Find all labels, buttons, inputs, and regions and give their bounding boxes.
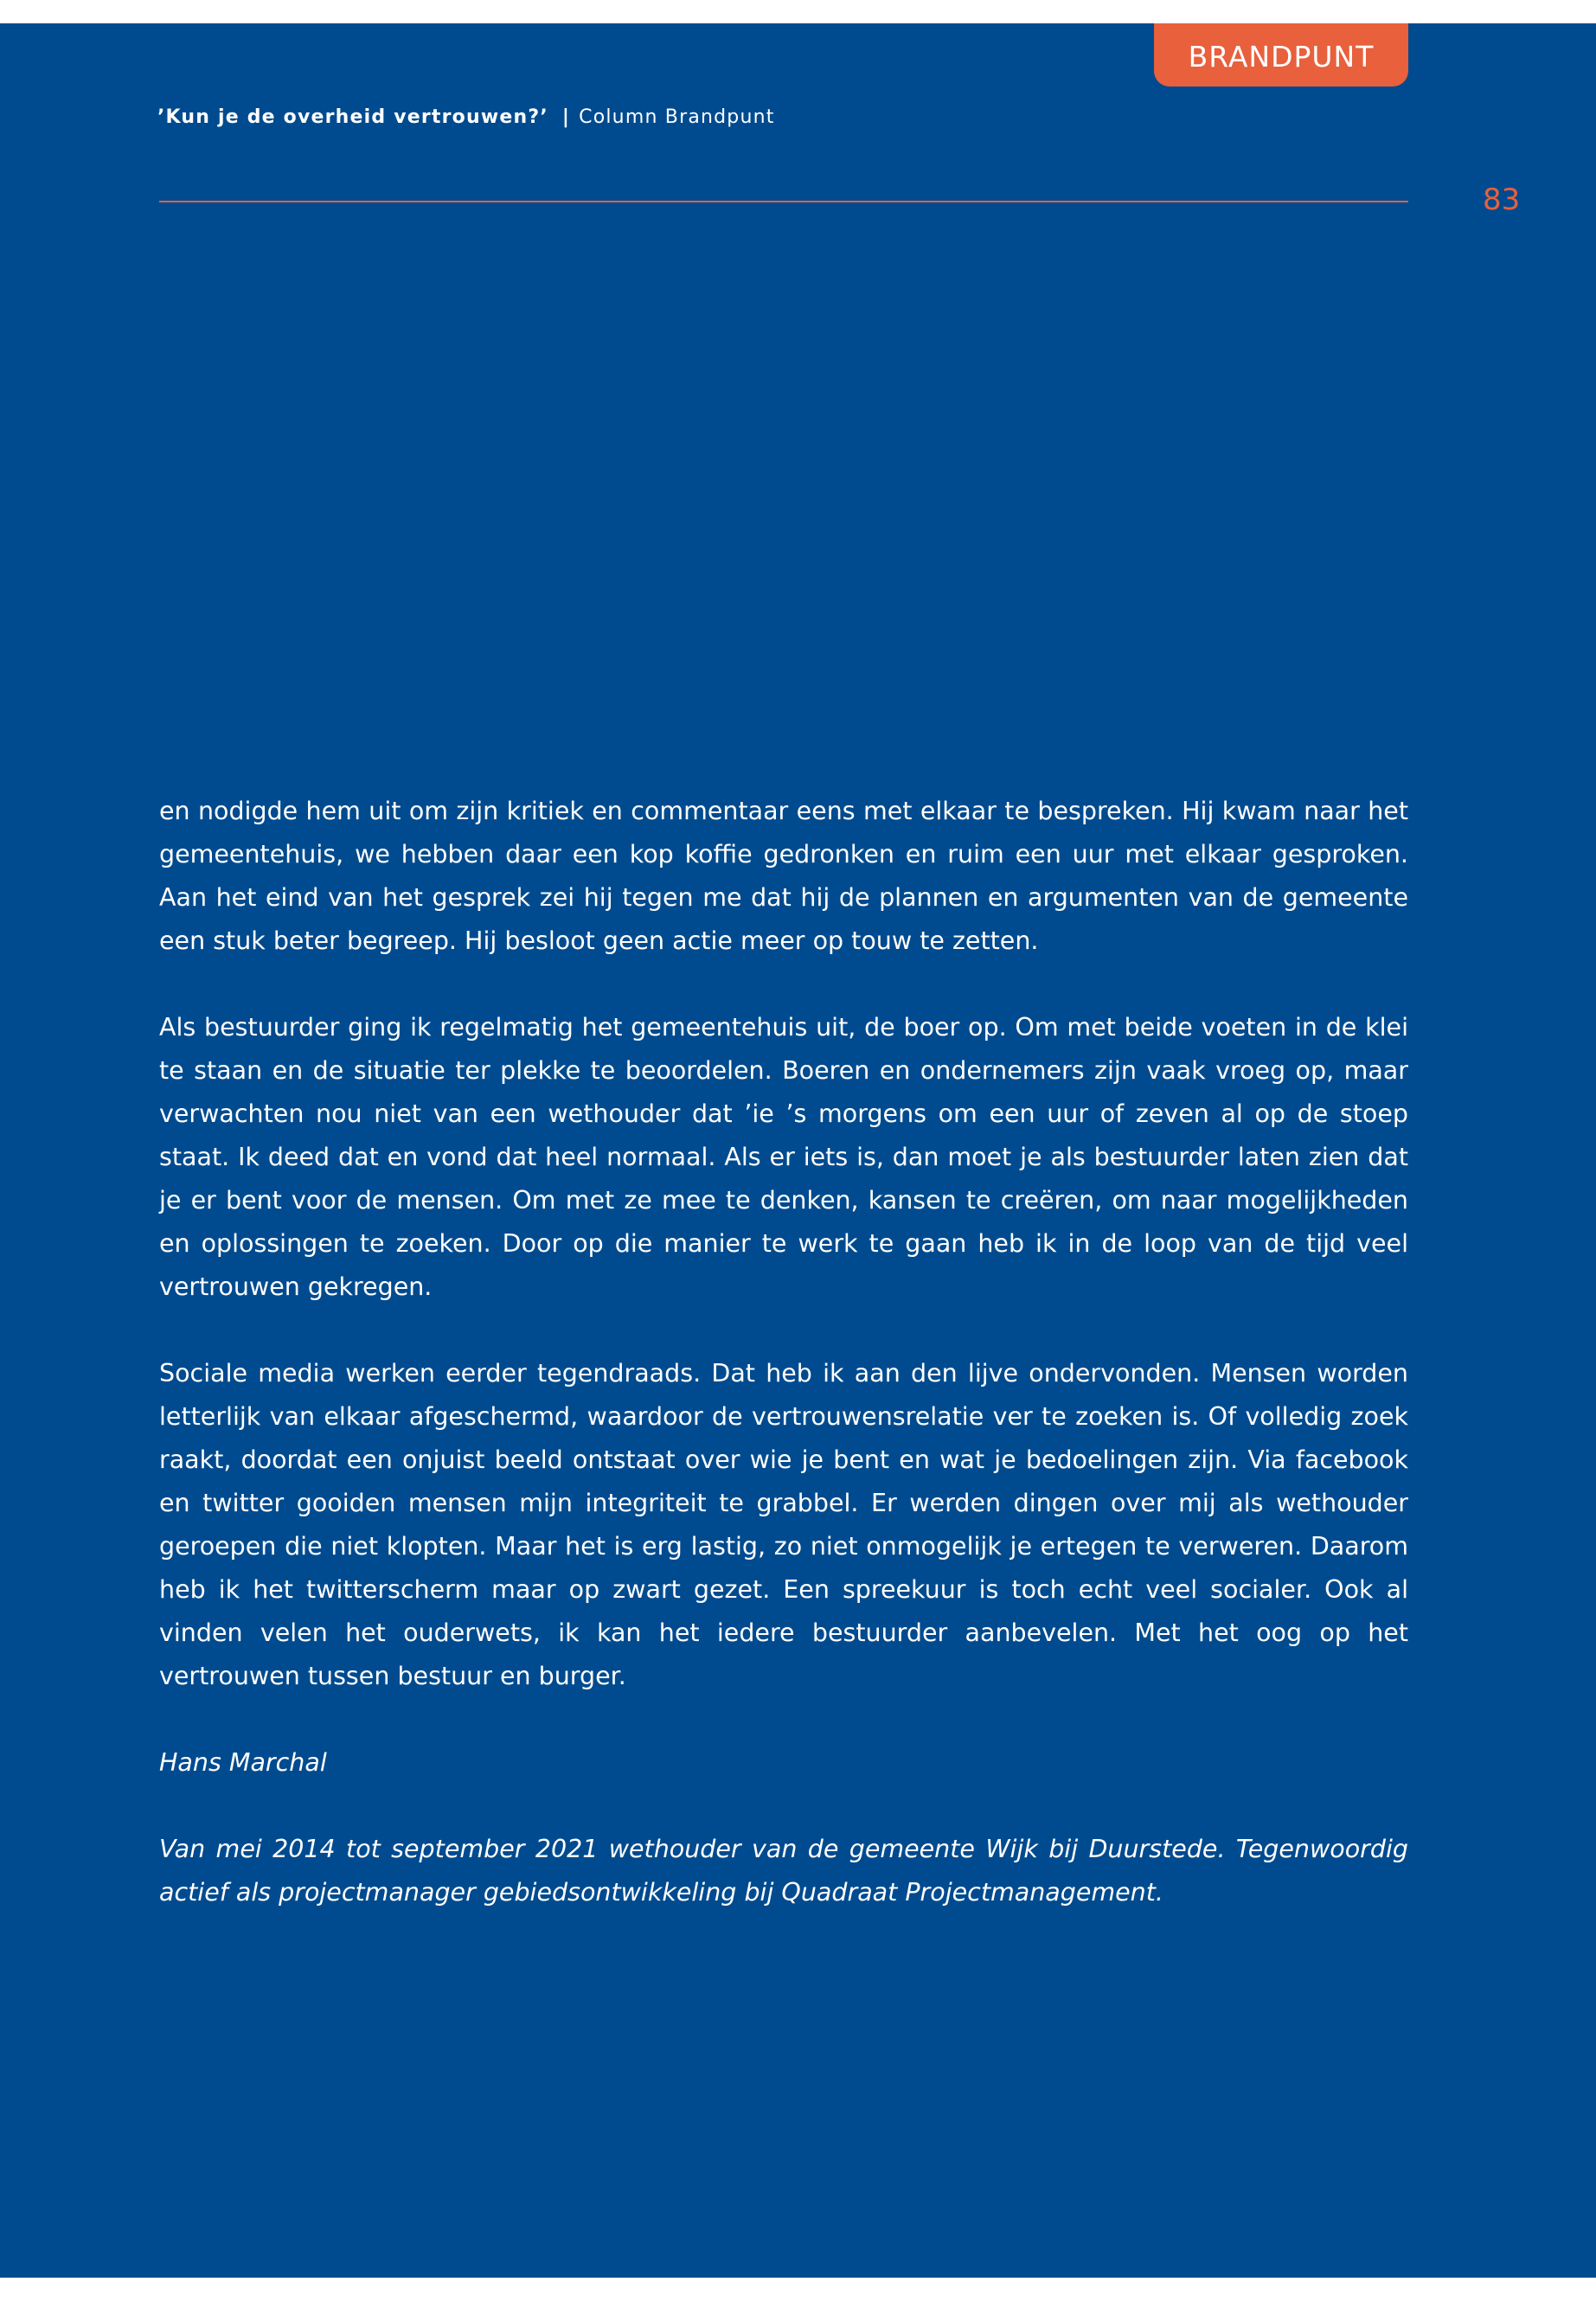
running-header-section: Column Brandpunt [579, 106, 775, 128]
article-paragraph: Sociale media werken eerder tegendraads. Dat heb ik aan den lijve ondervonden. Mensen worden letterlijk van elkaar afgeschermd, waardoor de vertrouwensrelatie ver te zoeken is. Of volledig zoek raakt, doordat een onjuist beeld ontstaat over wie je bent en wat je bedoelingen zijn. Via facebook en twitter gooiden mensen mijn integriteit te grabbel. Er werden dingen over mij als wethouder geroepen die niet klopten. Maar het is erg lastig, zo niet onmogelijk je ertegen te verweren. Daarom heb ik het twitterscherm maar op zwart gezet. Een spreekuur is toch echt veel socialer. Ook al vinden velen het ouderwets, ik kan het iedere bestuurder aanbevelen. Met het oog op het vertrouwen tussen bestuur en burger. [159, 1359, 1408, 1690]
author-bio: Van mei 2014 tot september 2021 wethouder van de gemeente Wijk bij Duurstede. Tegenwoordig actief als projectmanager gebiedsontwikkeling bij Quadraat Projectmanagement. [159, 1835, 1408, 1907]
page [0, 23, 1596, 2278]
running-header-separator: | [561, 106, 571, 128]
page-number: 83 [1483, 183, 1521, 217]
header-rule [159, 201, 1408, 202]
section-tab-label: BRANDPUNT [1188, 40, 1375, 74]
author-name: Hans Marchal [159, 1748, 327, 1777]
running-header-title: ’Kun je de overheid vertrouwen?’ [157, 106, 548, 128]
article-paragraph: en nodigde hem uit om zijn kritiek en commentaar eens met elkaar te bespreken. Hij kwam naar het gemeentehuis, we hebben daar een kop koffie gedronken en ruim een uur met elkaar gesproken. Aan het eind van het gesprek zei hij tegen me dat hij de plannen en argumenten van de gemeente een stuk beter begreep. Hij besloot geen actie meer op touw te zetten. [159, 797, 1408, 955]
article-body [159, 790, 1408, 1914]
section-tab [1154, 23, 1408, 87]
article-paragraph: Als bestuurder ging ik regelmatig het gemeentehuis uit, de boer op. Om met beide voeten in de klei te staan en de situatie ter plekke te beoordelen. Boeren en ondernemers zijn vaak vroeg op, maar verwachten nou niet van een wethouder dat ’ie ’s morgens om een uur of zeven al op de stoep staat. Ik deed dat en vond dat heel normaal. Als er iets is, dan moet je als bestuurder laten zien dat je er bent voor de mensen. Om met ze mee te denken, kansen te creëren, om naar mogelijkheden en oplossingen te zoeken. Door op die manier te werk te gaan heb ik in de loop van de tijd veel vertrouwen gekregen. [159, 1013, 1408, 1301]
running-header [157, 106, 775, 134]
